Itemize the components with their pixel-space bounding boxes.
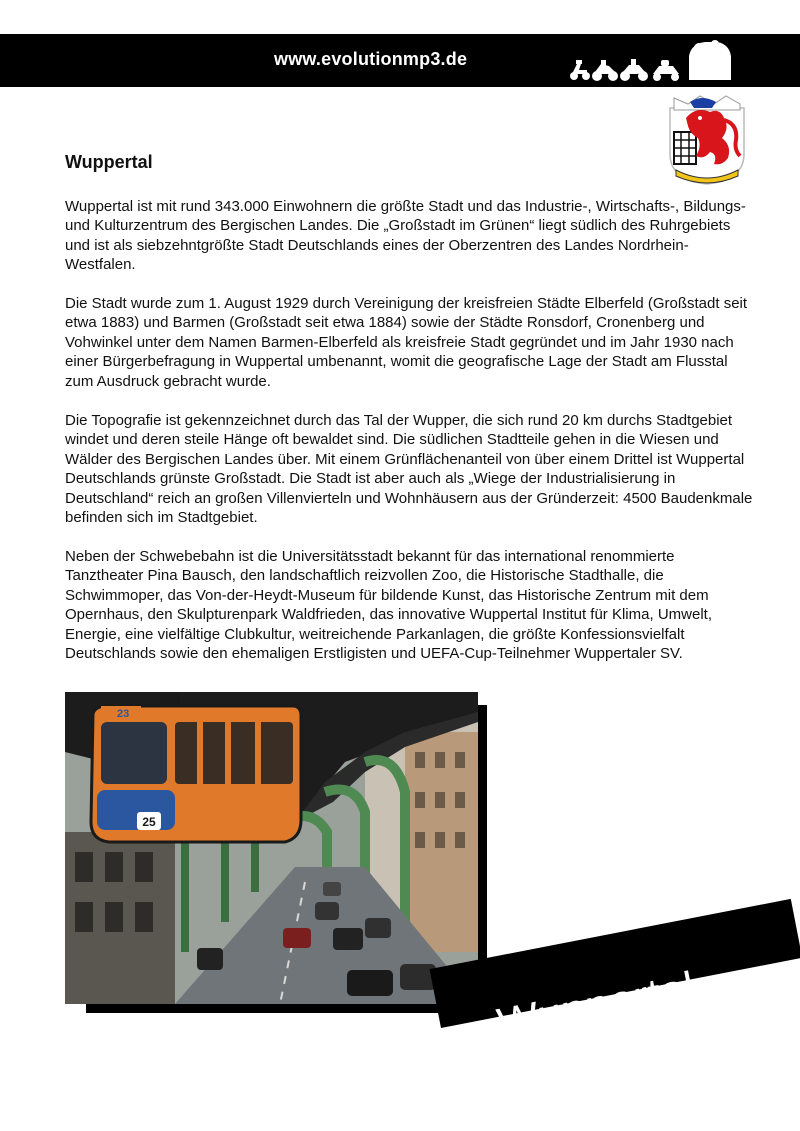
moped-icon bbox=[653, 60, 679, 81]
motorbike-icon bbox=[620, 59, 648, 81]
train-number-front: 25 bbox=[142, 815, 156, 829]
motorcycle-icon bbox=[592, 60, 618, 81]
stamp-label: Wuppertal bbox=[493, 962, 699, 1050]
vehicle-icons bbox=[565, 36, 735, 84]
schwebebahn-photo bbox=[65, 692, 478, 1004]
article-title: Wuppertal bbox=[65, 152, 153, 172]
paragraph-culture: Neben der Schwebebahn ist die Universitätsstadt bekannt für das international renommierte Tanztheater Pina Bausch, den landschaftlich reizvollen Zoo, die Historische Stadthalle, die Schwimmoper, das Von-der-Heydt-Museum für bildende Kunst, das Historische Zentrum mit dem Opernhaus, den Skulpturenpark Waldfrieden, das innovative Wuppertal Institut für Klima, Umwelt, Energie, eine vielfältige Clubkultur, weitreichende Parkanlagen, die größte Konfessionsvielfalt Deutschlands sowie den ehemaligen Erstligisten und UEFA-Cup-Teilnehmer Wuppertaler SV. bbox=[65, 548, 712, 663]
paragraph-history: Die Stadt wurde zum 1. August 1929 durch Vereinigung der kreisfreien Städte Elberfeld (Großstadt seit etwa 1883) und Barmen (Großstadt seit etwa 1884) sowie der Städte Ronsdorf, Cronenberg und Vohwinkel unter dem Namen Barmen-Elberfeld als kreisfreie Stadt gegründet und im Jahr 1930 nach einer Bürgerbefragung in Wuppertal umbenannt, womit die geografische Lage der Stadt am Flusstal zum Ausdruck gebracht wurde. bbox=[65, 295, 748, 390]
paragraph-intro: Wuppertal ist mit rund 343.000 Einwohnern die größte Stadt und das Industrie-, Wirtschafts-, Bildungs- und Kulturzentrum des Bergischen Landes. Die „Großstadt im Grünen“ liegt südlich des Ruhrgebiets und ist als siebzehntgrößte Stadt Deutschlands eines der Oberzentren des Landes Nordrhein-Westfalen. bbox=[65, 198, 746, 274]
site-url-link[interactable]: www.evolutionmp3.de bbox=[274, 49, 468, 69]
car-icon bbox=[689, 40, 731, 80]
train-number-top: 23 bbox=[117, 708, 130, 720]
coat-of-arms-icon bbox=[666, 94, 748, 186]
scooter-icon bbox=[570, 60, 590, 80]
paragraph-topography: Die Topografie ist gekennzeichnet durch das Tal der Wupper, die sich rund 20 km durchs Stadtgebiet windet und deren steile Hänge oft bewaldet sind. Die südlichen Stadtteile gehen in die Wiesen und Wälder des Bergischen Landes über. Mit einem Grünflächenanteil von über einem Drittel ist Wuppertal Deutschlands grünste Großstadt. Die Stadt ist aber auch als „Wiege der Industrialisierung in Deutschland“ reich an großen Villenvierteln und Wohnhäusern aus der Gründerzeit: 4500 Baudenkmale befinden sich im Stadtgebiet. bbox=[65, 412, 753, 527]
